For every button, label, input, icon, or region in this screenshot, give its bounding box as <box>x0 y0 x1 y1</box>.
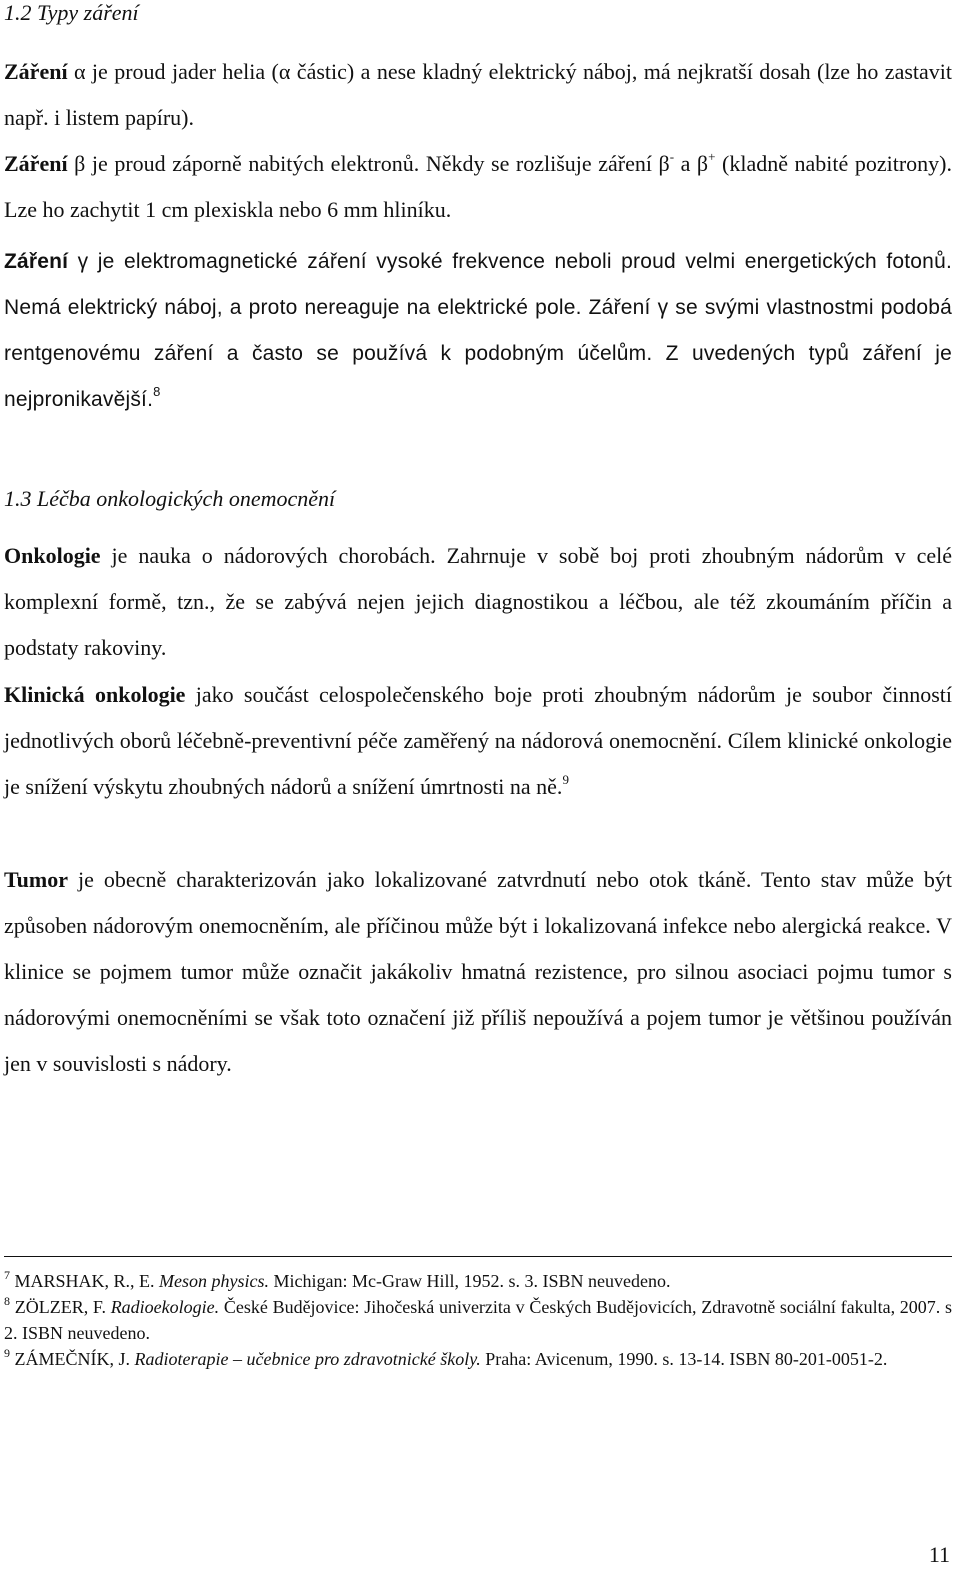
beta-text-a: je proud záporně nabitých elektronů. Někdy se rozlišuje záření <box>85 151 659 176</box>
footnote-author: ZÁMEČNÍK, J. <box>10 1349 135 1369</box>
tumor-text: je obecně charakterizován jako lokalizované zatvrdnutí nebo otok tkáně. Tento stav může být způsoben nádorovým onemocněním, ale příčinou může být i lokalizovaná infekce nebo alergická reakce. V klinice se pojmem tumor může označit jakákoliv hmatná rezistence, pro silnou asociaci pojmu tumor s nádorovými onemocněními se však toto označení již příliš nepoužívá a pojem tumor je většinou používán jen v souvislosti s nádory. <box>4 867 952 1076</box>
alpha-text-a: je proud jader helia ( <box>85 59 279 84</box>
term-klinicka-onkologie: Klinická onkologie <box>4 682 186 707</box>
paragraph-klinicka-onkologie <box>4 672 952 810</box>
footnote-ref-8[interactable]: 8 <box>153 384 161 399</box>
section-heading-1-2: 1.2 Typy záření <box>4 0 139 25</box>
paragraph-onkologie <box>4 533 952 671</box>
alpha-symbol-2: α <box>278 59 291 84</box>
klinicka-text: jako součást celospolečenského boje proti zhoubným nádorům je soubor činností jednotlivých oborů léčebně-preventivní péče zaměřený na nádorová onemocnění. Cílem klinické onkologie je snížení výskytu zhoubných nádorů a snížení úmrtnosti na ně. <box>4 682 952 799</box>
page-number: 11 <box>928 1542 950 1567</box>
alpha-symbol: α <box>73 59 86 84</box>
gamma-symbol: γ <box>77 250 89 273</box>
term-onkologie: Onkologie <box>4 543 101 568</box>
gamma-text-a: je elektromagnetické záření vysoké frekvence neboli proud velmi energetických fotonů. Nemá elektrický náboj, a proto nereaguje na elektrické pole. Záření <box>4 250 952 319</box>
term-alpha: Záření <box>4 59 68 84</box>
beta-symbol: β <box>74 151 86 176</box>
gamma-symbol-2: γ <box>657 296 669 319</box>
alpha-text-b: částic) a nese kladný elektrický náboj, má nejkratší dosah (lze ho zastavit např. i listem papíru). <box>4 59 952 130</box>
paragraph-tumor <box>4 857 952 1087</box>
beta-plus-symbol: β <box>696 151 709 176</box>
term-beta: Záření <box>4 151 68 176</box>
paragraph-beta <box>4 141 952 233</box>
footnote-8 <box>4 1294 952 1346</box>
beta-text-b: (kladně nabité pozitrony). Lze ho zachytit 1 cm plexiskla nebo 6 mm hliníku. <box>4 151 952 222</box>
footnote-9 <box>4 1346 952 1372</box>
term-tumor: Tumor <box>4 867 68 892</box>
footnote-rest: České Budějovice: Jihočeská univerzita v Českých Budějovicích, Zdravotně sociální fakulta, 2007. s 2. ISBN neuvedeno. <box>4 1297 952 1343</box>
footnote-rest: Michigan: Mc-Graw Hill, 1952. s. 3. ISBN neuvedeno. <box>269 1271 671 1291</box>
footnote-number: 9 <box>4 1346 10 1360</box>
beta-and: a <box>674 151 697 176</box>
footnote-title: Radioterapie – učebnice pro zdravotnické školy. <box>134 1349 481 1369</box>
paragraph-gamma <box>4 239 952 423</box>
footnote-number: 7 <box>4 1268 10 1282</box>
footnote-rest: Praha: Avicenum, 1990. s. 13-14. ISBN 80-201-0051-2. <box>480 1349 888 1369</box>
onkologie-text: je nauka o nádorových chorobách. Zahrnuje v sobě boj proti zhoubným nádorům v celé komplexní formě, tzn., že se zabývá nejen jejich diagnostikou a léčbou, ale též zkoumáním příčin a podstaty rakoviny. <box>4 543 952 660</box>
beta-minus-sign: - <box>669 149 675 164</box>
footnote-7 <box>4 1268 952 1294</box>
footnote-title: Radioekologie. <box>110 1297 220 1317</box>
beta-minus-symbol: β <box>658 151 670 176</box>
footnote-number: 8 <box>4 1294 10 1308</box>
gamma-text-b: se svými vlastnostmi podobá rentgenovému záření a často se používá k podobným účelům. Z uvedených typů záření je nejpronikavější. <box>4 296 952 411</box>
term-gamma: Záření <box>4 250 69 273</box>
footnote-title: Meson physics. <box>159 1271 270 1291</box>
footnote-ref-9[interactable]: 9 <box>562 772 569 787</box>
footnote-author: MARSHAK, R., E. <box>10 1271 160 1291</box>
footnote-divider <box>4 1256 952 1257</box>
section-heading-1-3: 1.3 Léčba onkologických onemocnění <box>4 486 336 511</box>
beta-plus-sign: + <box>708 149 716 164</box>
paragraph-alpha <box>4 49 952 141</box>
footnote-author: ZÖLZER, F. <box>10 1297 111 1317</box>
